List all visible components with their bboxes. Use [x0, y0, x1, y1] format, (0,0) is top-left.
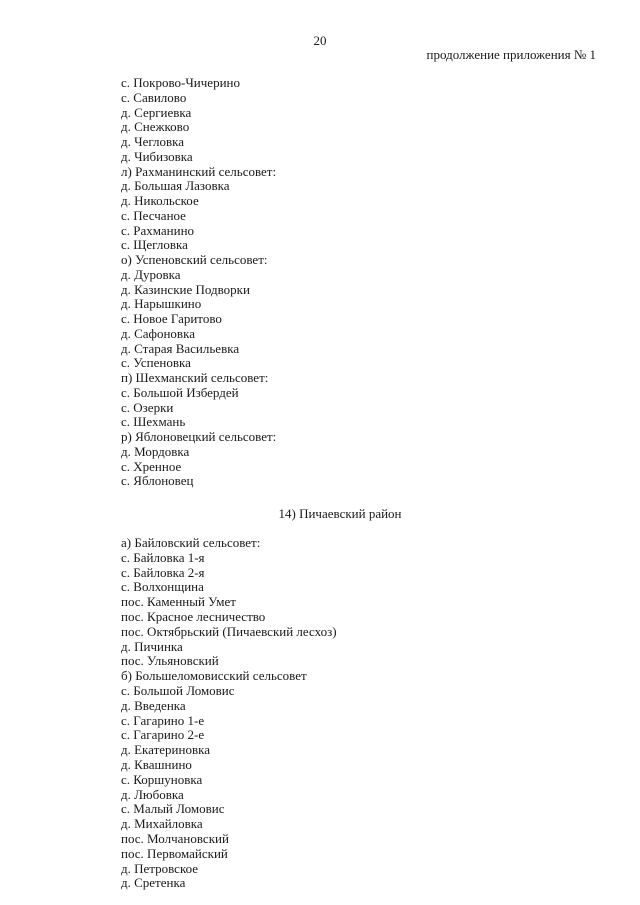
page-number: 20: [313, 33, 327, 48]
list-item: о) Успеновский сельсовет:: [121, 252, 268, 267]
list-item: д. Пичинка: [121, 638, 183, 654]
list-item: пос. Молчановский: [121, 830, 229, 846]
list-item: с. Коршуновка: [121, 771, 203, 787]
list-item: д. Сафоновка: [121, 325, 195, 341]
list-item: д. Чибизовка: [121, 148, 193, 164]
list-item: а) Байловский сельсовет:: [121, 535, 261, 550]
list-item: д. Чегловка: [121, 134, 185, 149]
list-item: с. Савилово: [121, 89, 187, 105]
list-item: б) Большеломовисский сельсовет: [121, 668, 307, 684]
list-item: л) Рахманинский сельсовет:: [121, 163, 277, 179]
list-item: пос. Октябрьский (Пичаевский лесхоз): [121, 623, 337, 639]
list-item: пос. Первомайский: [121, 845, 228, 861]
list-item: с. Щегловка: [121, 237, 188, 253]
list-item: с. Новое Гаритово: [121, 311, 222, 326]
list-item: д. Казинские Подворки: [121, 281, 250, 297]
list-item: д. Нарышкино: [121, 296, 202, 312]
list-item: д. Мордовка: [121, 443, 190, 459]
list-item: д. Никольское: [121, 193, 199, 208]
list-item: с. Рахманино: [121, 222, 195, 238]
continuation-note: продолжение приложения № 1: [426, 47, 596, 62]
list-item: с. Хренное: [121, 458, 182, 474]
list-item: п) Шехманский сельсовет:: [121, 370, 269, 385]
list-item: пос. Ульяновский: [121, 653, 219, 669]
list-item: с. Байловка 1-я: [121, 549, 205, 565]
settlement-list-top: [121, 76, 276, 489]
list-item: с. Байловка 2-я: [121, 564, 205, 580]
list-item: с. Гагарино 2-е: [121, 727, 205, 743]
list-item: с. Успеновка: [121, 355, 191, 371]
list-item: д. Квашнино: [121, 756, 192, 772]
list-item: д. Сергиевка: [121, 104, 192, 120]
list-item: д. Большая Лазовка: [121, 178, 230, 194]
list-item: с. Шехмань: [121, 414, 186, 430]
list-item: с. Яблоновец: [121, 473, 194, 489]
list-item: д. Старая Васильевка: [121, 340, 240, 356]
settlement-list-bottom: [121, 536, 337, 891]
section-heading: 14) Пичаевский район: [278, 506, 402, 521]
list-item: д. Снежково: [121, 119, 190, 135]
list-item: д. Введенка: [121, 697, 186, 713]
list-item: р) Яблоновецкий сельсовет:: [121, 429, 277, 444]
list-item: с. Гагарино 1-е: [121, 712, 205, 728]
list-item: д. Любовка: [121, 786, 184, 802]
list-item: пос. Каменный Умет: [121, 594, 236, 610]
list-item: с. Большой Избердей: [121, 384, 239, 400]
list-item: пос. Красное лесничество: [121, 608, 266, 624]
list-item: д. Михайловка: [121, 816, 203, 832]
list-item: с. Большой Ломовис: [121, 682, 235, 698]
list-item: д. Екатериновка: [121, 742, 211, 758]
list-item: с. Волхонщина: [121, 579, 204, 595]
list-item: с. Покрово-Чичерино: [121, 75, 240, 90]
list-item: д. Дуровка: [121, 266, 181, 282]
list-item: с. Песчаное: [121, 207, 186, 223]
list-item: с. Малый Ломовис: [121, 801, 225, 817]
list-item: с. Озерки: [121, 399, 174, 415]
list-item: д. Петровское: [121, 860, 199, 876]
list-item: д. Сретенка: [121, 875, 186, 891]
